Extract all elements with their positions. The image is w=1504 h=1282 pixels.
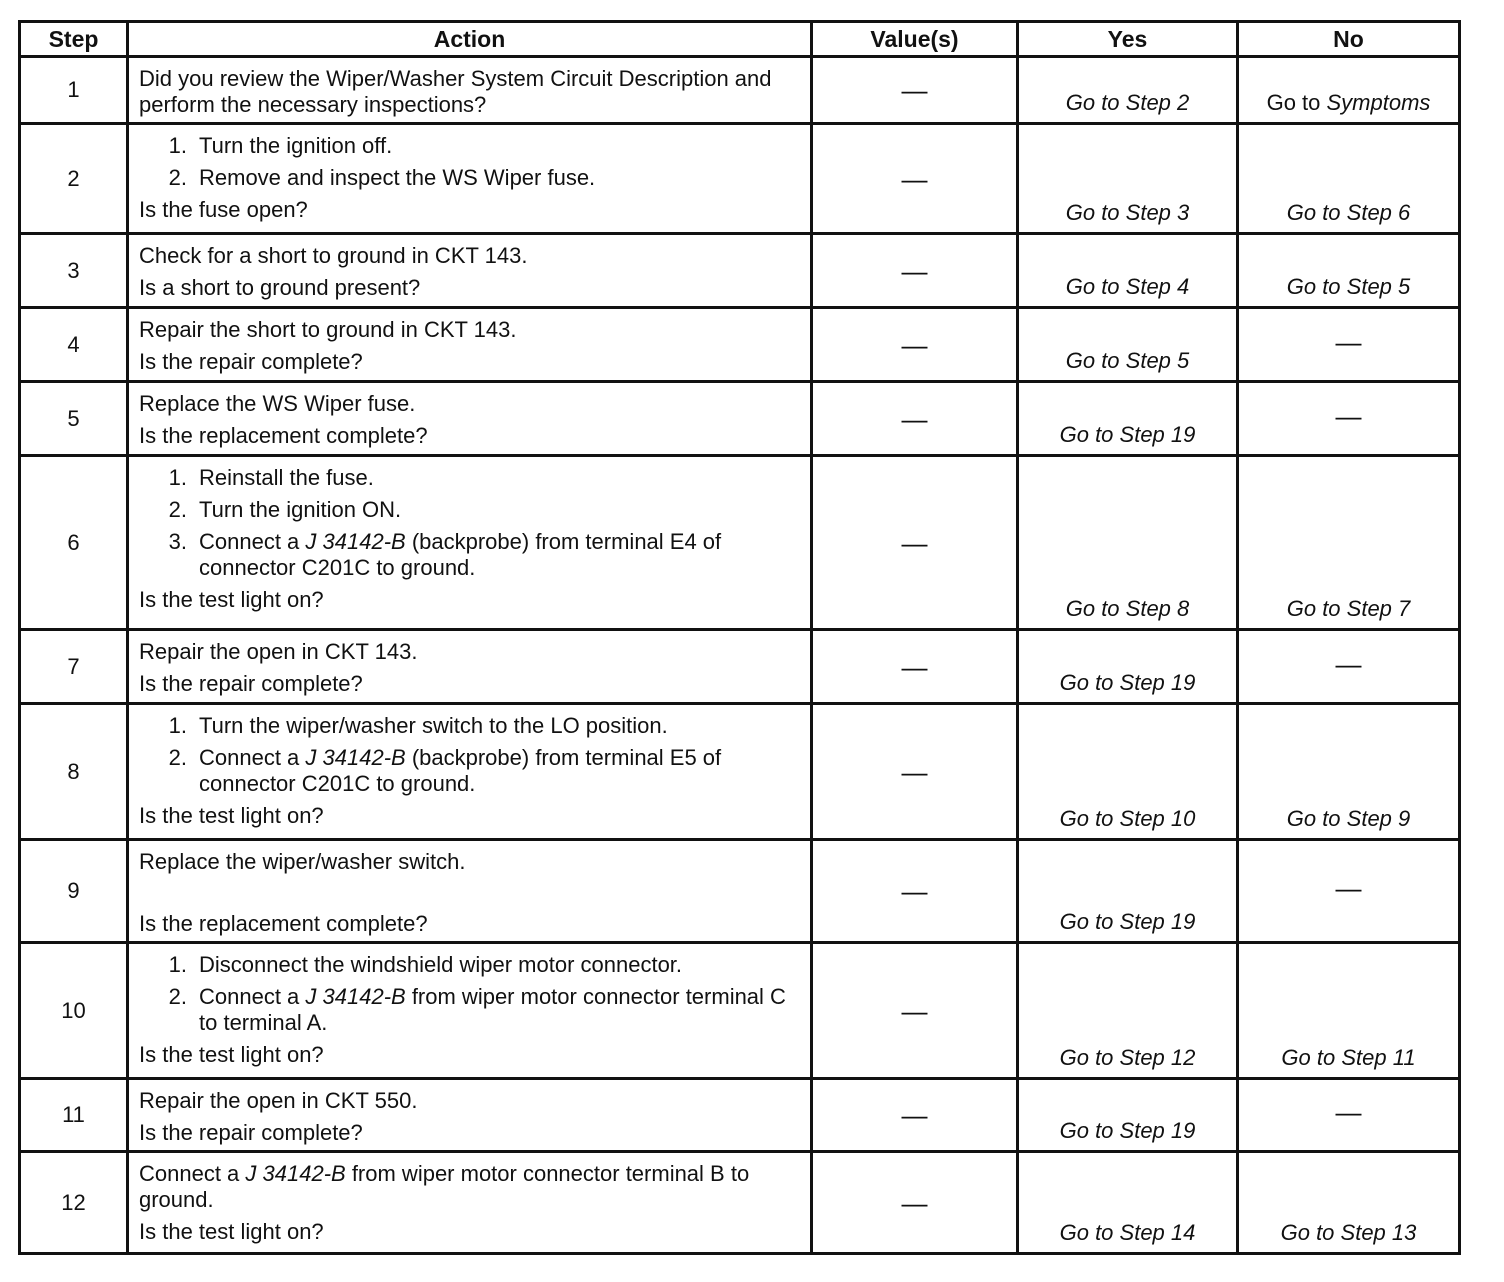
no-target: Go to Step 7 xyxy=(1286,596,1411,621)
table-row xyxy=(20,704,1460,840)
instruction-number: 3. xyxy=(168,529,187,554)
value-cell: — xyxy=(812,704,1018,840)
step-number: 5 xyxy=(20,382,128,456)
action-text: Repair the short to ground in CKT 143. xyxy=(139,317,517,342)
action-text: Is the test light on? xyxy=(139,803,324,828)
no-cell xyxy=(1238,1152,1460,1254)
action-cell xyxy=(128,943,812,1079)
yes-cell xyxy=(1018,456,1238,630)
step-number: 2 xyxy=(20,124,128,234)
numbered-instruction xyxy=(139,497,800,523)
instruction-text: Reinstall the fuse. xyxy=(199,465,374,490)
action-cell xyxy=(128,456,812,630)
action-cell xyxy=(128,704,812,840)
yes-cell xyxy=(1018,234,1238,308)
table-row xyxy=(20,124,1460,234)
instruction-pre: Connect a xyxy=(199,529,306,554)
no-target: — xyxy=(1335,648,1362,679)
action-text: Is the test light on? xyxy=(139,1219,324,1244)
no-cell xyxy=(1238,57,1460,124)
value-cell: — xyxy=(812,308,1018,382)
action-cell xyxy=(128,382,812,456)
action-text: Is the repair complete? xyxy=(139,349,363,374)
table-row xyxy=(20,840,1460,943)
diagnostic-table xyxy=(18,20,1461,1255)
numbered-instruction xyxy=(139,465,800,491)
header-yes: Yes xyxy=(1018,22,1238,57)
header-no: No xyxy=(1238,22,1460,57)
value-cell: — xyxy=(812,382,1018,456)
action-text: Is the replacement complete? xyxy=(139,911,428,936)
no-target: — xyxy=(1335,1097,1362,1127)
instruction-post: from wiper motor connector terminal B to ground. xyxy=(139,1161,750,1212)
no-cell xyxy=(1238,943,1460,1079)
yes-cell xyxy=(1018,124,1238,234)
step-number: 12 xyxy=(20,1152,128,1254)
action-cell xyxy=(128,308,812,382)
yes-target: Go to Step 10 xyxy=(1059,806,1196,831)
instruction-pre: Connect a xyxy=(199,984,306,1009)
no-cell xyxy=(1238,382,1460,456)
no-cell xyxy=(1238,1079,1460,1152)
action-text: Did you review the Wiper/Washer System Circuit Description and perform the necessary inspections? xyxy=(139,66,772,117)
action-cell xyxy=(128,234,812,308)
tool-name: J 34142-B xyxy=(305,984,406,1009)
action-cell xyxy=(128,1079,812,1152)
value-cell: — xyxy=(812,630,1018,704)
header-action: Action xyxy=(128,22,812,57)
instruction-text: Turn the ignition ON. xyxy=(199,497,402,522)
no-target: Go to Step 13 xyxy=(1280,1220,1417,1245)
instruction-number: 2. xyxy=(168,497,187,522)
yes-cell xyxy=(1018,630,1238,704)
no-target: Symptoms xyxy=(1326,90,1431,115)
action-text xyxy=(139,1161,800,1213)
action-text: Replace the WS Wiper fuse. xyxy=(139,391,416,416)
no-target: — xyxy=(1335,873,1362,903)
no-target: Go to Step 5 xyxy=(1286,274,1411,299)
table-body xyxy=(20,57,1460,1254)
table-row xyxy=(20,630,1460,704)
no-target: — xyxy=(1335,400,1362,431)
instruction-text: Remove and inspect the WS Wiper fuse. xyxy=(199,165,596,190)
action-text: Repair the open in CKT 550. xyxy=(139,1088,418,1113)
instruction-number: 1. xyxy=(168,952,187,977)
instruction-text: Turn the wiper/washer switch to the LO position. xyxy=(199,713,668,738)
yes-cell xyxy=(1018,308,1238,382)
instruction-pre: Connect a xyxy=(199,745,306,770)
yes-cell xyxy=(1018,1152,1238,1254)
instruction-number: 1. xyxy=(168,465,187,490)
step-number: 6 xyxy=(20,456,128,630)
instruction-text: Turn the ignition off. xyxy=(199,133,393,158)
action-text: Replace the wiper/washer switch. xyxy=(139,849,466,874)
action-cell xyxy=(128,124,812,234)
header-step: Step xyxy=(20,22,128,57)
header-values: Value(s) xyxy=(812,22,1018,57)
numbered-instruction xyxy=(139,165,800,191)
table-row xyxy=(20,1079,1460,1152)
yes-cell xyxy=(1018,943,1238,1079)
yes-cell xyxy=(1018,382,1238,456)
numbered-instruction xyxy=(139,133,800,159)
no-prefix: Go to xyxy=(1266,90,1327,115)
action-cell xyxy=(128,840,812,943)
value-cell: — xyxy=(812,234,1018,308)
table-row xyxy=(20,57,1460,124)
numbered-instruction xyxy=(139,529,800,581)
instruction-pre: Connect a xyxy=(139,1161,246,1186)
action-text: Is the test light on? xyxy=(139,1042,324,1067)
no-cell xyxy=(1238,630,1460,704)
action-text: Is the test light on? xyxy=(139,587,324,612)
value-cell: — xyxy=(812,1079,1018,1152)
instruction-post: (backprobe) from terminal E5 of connector C201C to ground. xyxy=(199,745,722,796)
step-number: 1 xyxy=(20,57,128,124)
tool-name: J 34142-B xyxy=(245,1161,346,1186)
no-cell xyxy=(1238,840,1460,943)
yes-target: Go to Step 3 xyxy=(1065,200,1190,225)
instruction-number: 1. xyxy=(168,133,187,158)
table-row xyxy=(20,943,1460,1079)
instruction-text: Disconnect the windshield wiper motor connector. xyxy=(199,952,683,977)
yes-target: Go to Step 4 xyxy=(1065,274,1190,299)
yes-target: Go to Step 19 xyxy=(1059,422,1196,447)
action-text: Is the repair complete? xyxy=(139,671,363,696)
action-cell xyxy=(128,57,812,124)
yes-cell xyxy=(1018,1079,1238,1152)
yes-target: Go to Step 19 xyxy=(1059,909,1196,934)
action-text: Is a short to ground present? xyxy=(139,275,421,300)
step-number: 7 xyxy=(20,630,128,704)
tool-name: J 34142-B xyxy=(305,529,406,554)
yes-target: Go to Step 5 xyxy=(1065,348,1190,373)
value-cell: — xyxy=(812,1152,1018,1254)
step-number: 3 xyxy=(20,234,128,308)
yes-cell xyxy=(1018,704,1238,840)
yes-cell xyxy=(1018,840,1238,943)
numbered-instruction xyxy=(139,984,800,1036)
yes-target: Go to Step 19 xyxy=(1059,670,1196,695)
yes-target: Go to Step 2 xyxy=(1065,90,1190,115)
table-row xyxy=(20,1152,1460,1254)
value-cell: — xyxy=(812,456,1018,630)
instruction-post: (backprobe) from terminal E4 of connector C201C to ground. xyxy=(199,529,722,580)
step-number: 4 xyxy=(20,308,128,382)
instruction-post: from wiper motor connector terminal C to terminal A. xyxy=(199,984,786,1035)
header-row xyxy=(20,22,1460,57)
table-row xyxy=(20,382,1460,456)
action-cell xyxy=(128,1152,812,1254)
instruction-number: 1. xyxy=(168,713,187,738)
numbered-instruction xyxy=(139,745,800,797)
tool-name: J 34142-B xyxy=(305,745,406,770)
no-target: — xyxy=(1335,326,1362,357)
action-text: Is the replacement complete? xyxy=(139,423,428,448)
no-cell xyxy=(1238,234,1460,308)
no-cell xyxy=(1238,124,1460,234)
action-text: Check for a short to ground in CKT 143. xyxy=(139,243,528,268)
action-text: Repair the open in CKT 143. xyxy=(139,639,418,664)
numbered-instruction xyxy=(139,952,800,978)
action-cell xyxy=(128,630,812,704)
step-number: 9 xyxy=(20,840,128,943)
table-row xyxy=(20,234,1460,308)
step-number: 11 xyxy=(20,1079,128,1152)
instruction-number: 2. xyxy=(168,984,187,1009)
step-number: 10 xyxy=(20,943,128,1079)
instruction-number: 2. xyxy=(168,165,187,190)
no-cell xyxy=(1238,456,1460,630)
table-row xyxy=(20,456,1460,630)
no-cell xyxy=(1238,704,1460,840)
value-cell: — xyxy=(812,840,1018,943)
yes-target: Go to Step 19 xyxy=(1059,1118,1196,1143)
yes-target: Go to Step 14 xyxy=(1059,1220,1196,1245)
no-cell xyxy=(1238,308,1460,382)
step-number: 8 xyxy=(20,704,128,840)
no-target: Go to Step 11 xyxy=(1281,1045,1416,1070)
yes-target: Go to Step 8 xyxy=(1065,596,1190,621)
numbered-instruction xyxy=(139,713,800,739)
instruction-number: 2. xyxy=(168,745,187,770)
instruction-text xyxy=(199,529,800,581)
value-cell: — xyxy=(812,943,1018,1079)
action-text: Is the fuse open? xyxy=(139,197,308,222)
instruction-text xyxy=(199,745,800,797)
action-text: Is the repair complete? xyxy=(139,1120,363,1145)
yes-cell xyxy=(1018,57,1238,124)
value-cell: — xyxy=(812,57,1018,124)
table-row xyxy=(20,308,1460,382)
instruction-text xyxy=(199,984,800,1036)
value-cell: — xyxy=(812,124,1018,234)
no-target: Go to Step 9 xyxy=(1286,806,1411,831)
spacer xyxy=(139,875,800,905)
no-target: Go to Step 6 xyxy=(1286,200,1411,225)
yes-target: Go to Step 12 xyxy=(1059,1045,1196,1070)
